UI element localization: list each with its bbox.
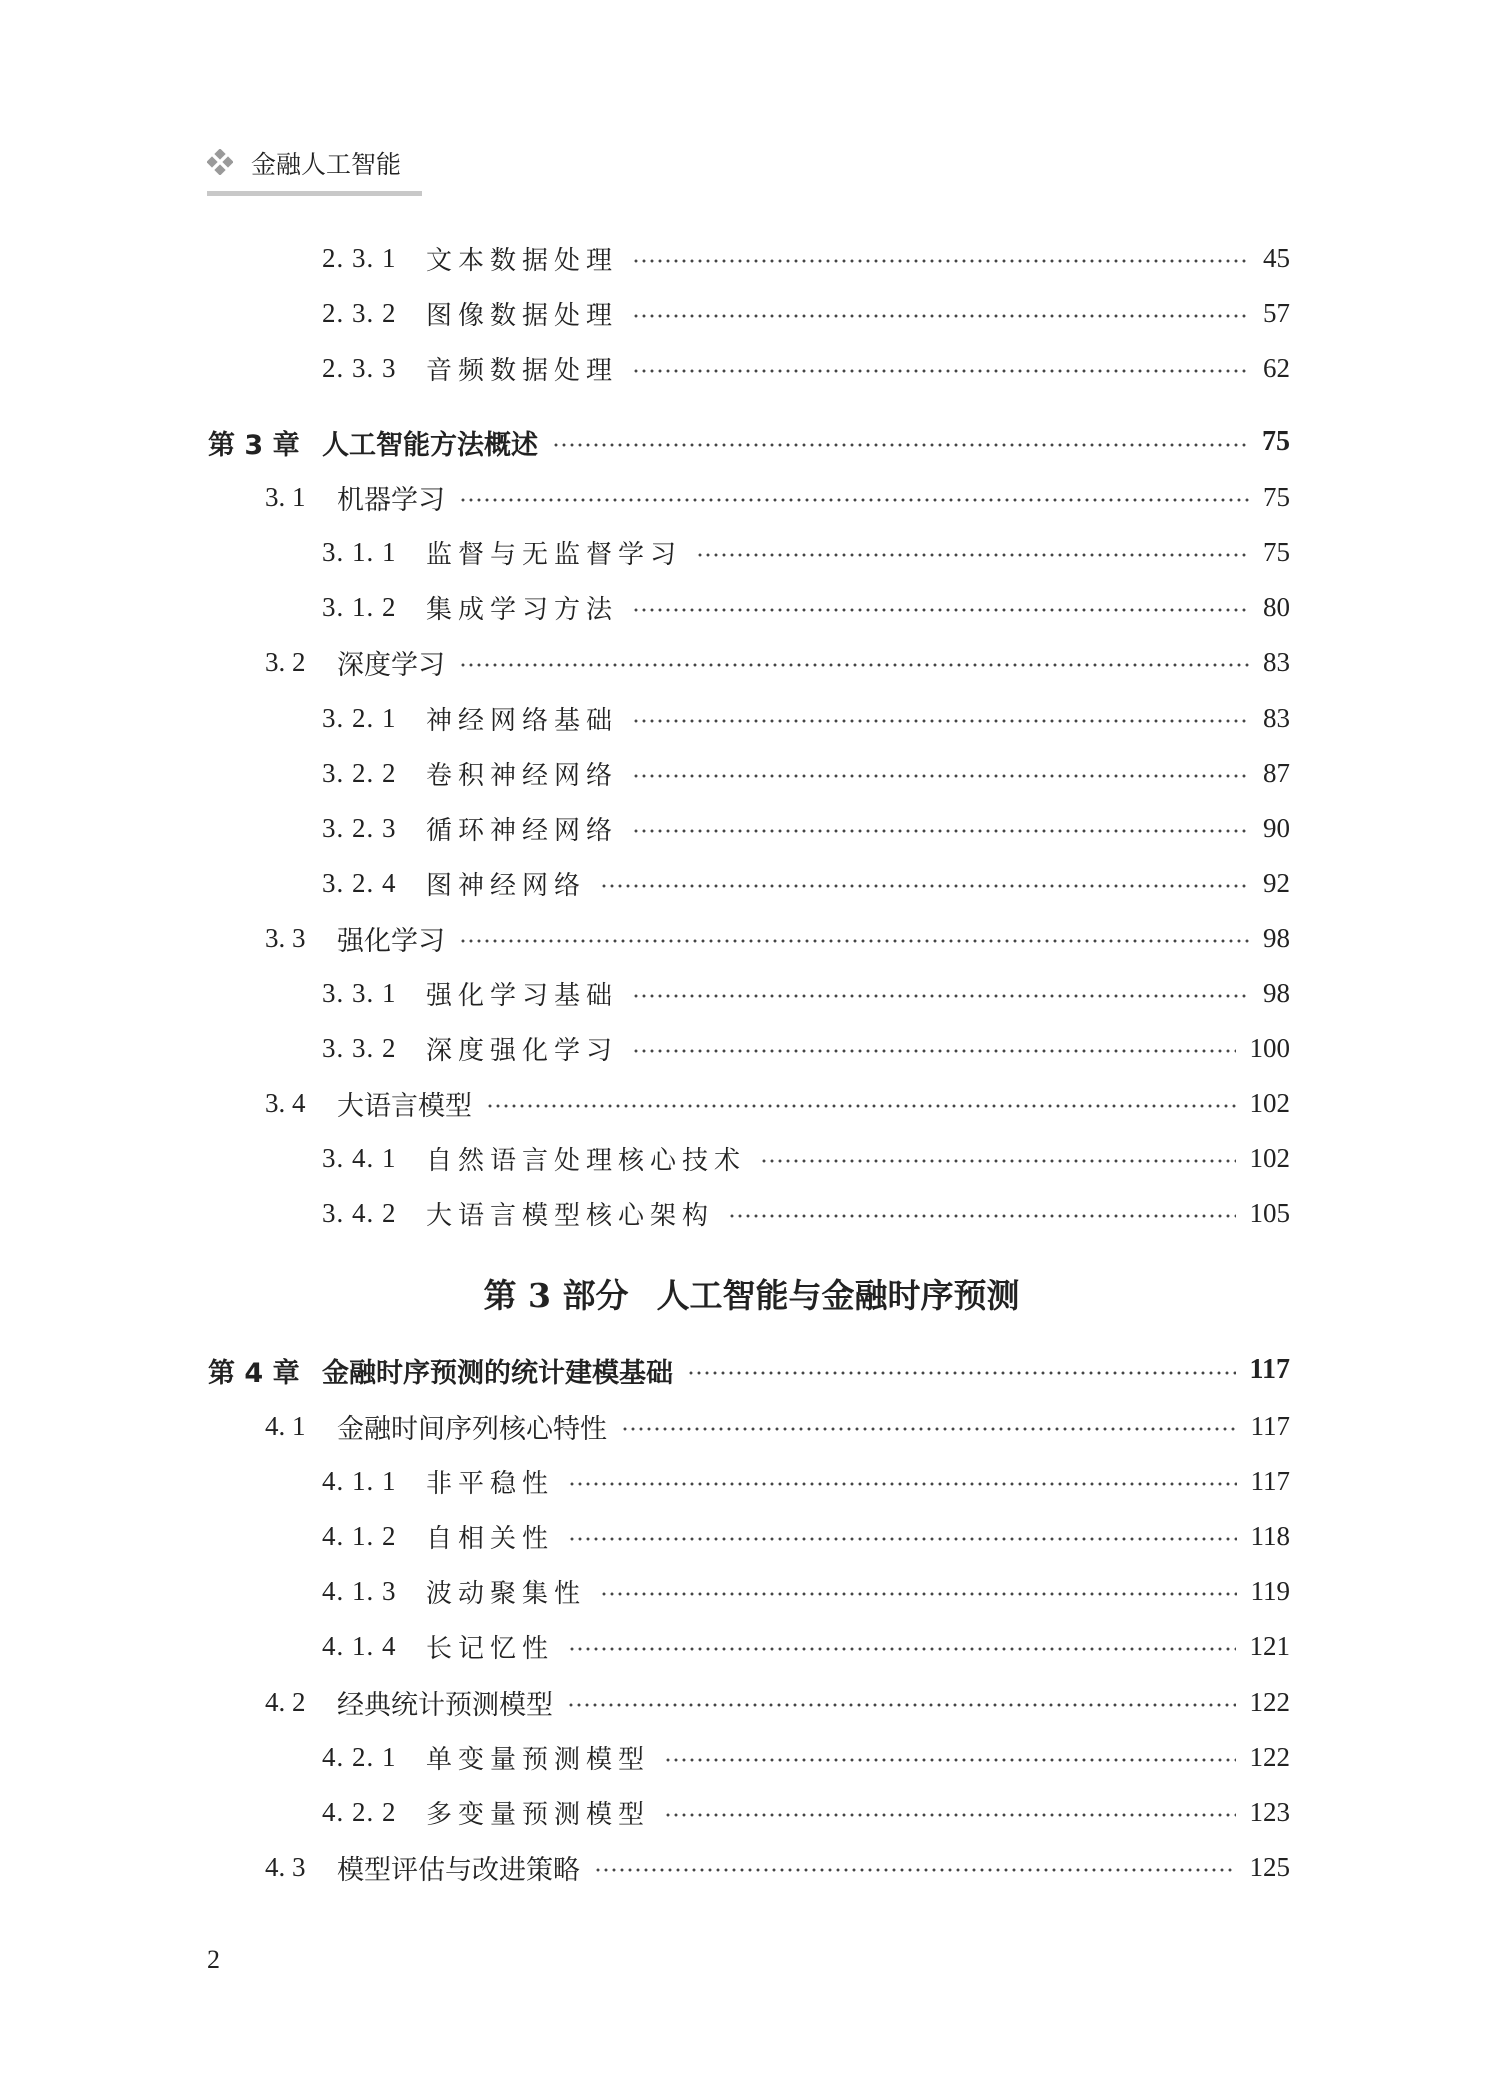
toc-entry-number: 2. 3. 1 [322, 242, 397, 273]
toc-entry-number: 3. 4. 2 [322, 1197, 397, 1228]
toc-entry-number: 第 3 章 [208, 429, 300, 461]
toc-entry-title: 模型评估与改进策略 [337, 1854, 580, 1886]
dot-leader [632, 368, 1249, 374]
toc-entry-page: 102 [1249, 1087, 1290, 1118]
toc-entry[interactable] [0, 420, 1503, 464]
toc-entry-number: 4. 2. 2 [322, 1796, 397, 1827]
part-heading [0, 1270, 1503, 1317]
dot-leader [632, 258, 1249, 264]
toc-entry-title: 非平稳性 [426, 1468, 555, 1499]
toc-entry-number: 3. 2. 3 [322, 812, 397, 843]
dot-leader [696, 552, 1249, 558]
toc-entry-number: 2. 3. 2 [322, 297, 397, 328]
toc-entry[interactable] [0, 291, 1503, 335]
toc-entry[interactable] [0, 1026, 1503, 1070]
dot-leader [664, 1812, 1236, 1818]
toc-entry[interactable] [0, 1191, 1503, 1235]
toc-entry-title: 人工智能方法概述 [322, 429, 538, 461]
dot-leader [568, 1481, 1237, 1487]
dot-leader [459, 662, 1249, 668]
toc-entry[interactable] [0, 1845, 1503, 1889]
dot-leader [687, 1370, 1236, 1376]
toc-entry-number: 3. 1. 2 [322, 591, 397, 622]
toc-entry[interactable] [0, 696, 1503, 740]
toc-entry[interactable] [0, 236, 1503, 280]
toc-entry-title: 音频数据处理 [426, 355, 619, 386]
toc-entry-page: 98 [1263, 977, 1290, 1008]
toc-entry[interactable] [0, 1735, 1503, 1779]
toc-entry-page: 123 [1249, 1796, 1290, 1827]
toc-entry-page: 62 [1263, 352, 1290, 383]
toc-entry[interactable] [0, 1514, 1503, 1558]
toc-entry[interactable] [0, 861, 1503, 905]
toc-entry[interactable] [0, 916, 1503, 960]
toc-entry-number: 第 4 章 [208, 1357, 300, 1389]
toc-entry-title: 神经网络基础 [426, 705, 619, 736]
diamond-cluster-icon [207, 149, 233, 175]
toc-entry-page: 83 [1263, 702, 1290, 733]
toc-entry-number: 3. 1 [265, 481, 306, 512]
toc-entry-page: 122 [1249, 1741, 1290, 1772]
toc-entry-title: 金融时间序列核心特性 [337, 1413, 607, 1445]
toc-entry-page: 102 [1249, 1142, 1290, 1173]
toc-entry[interactable] [0, 971, 1503, 1015]
toc-entry[interactable] [0, 1569, 1503, 1613]
toc-entry[interactable] [0, 1624, 1503, 1668]
dot-leader [632, 313, 1249, 319]
toc-entry-title: 长记忆性 [426, 1633, 555, 1664]
toc-entry-page: 75 [1263, 481, 1290, 512]
toc-entry-title: 经典统计预测模型 [337, 1689, 553, 1721]
toc-entry-title: 大语言模型核心架构 [426, 1200, 715, 1231]
toc-entry-title: 监督与无监督学习 [426, 539, 683, 570]
toc-entry[interactable] [0, 475, 1503, 519]
toc-entry-page: 57 [1263, 297, 1290, 328]
toc-entry[interactable] [0, 806, 1503, 850]
toc-entry-title: 强化学习 [337, 925, 445, 957]
toc-entry-number: 4. 1 [265, 1410, 306, 1441]
toc-entry-page: 119 [1250, 1575, 1290, 1606]
toc-entry-number: 3. 4 [265, 1087, 306, 1118]
toc-entry-page: 117 [1250, 1465, 1290, 1496]
toc-entry-page: 75 [1262, 426, 1290, 457]
toc-entry-page: 87 [1263, 757, 1290, 788]
toc-entry[interactable] [0, 585, 1503, 629]
toc-entry-page: 121 [1249, 1630, 1290, 1661]
toc-entry[interactable] [0, 1136, 1503, 1180]
toc-entry-page: 92 [1263, 867, 1290, 898]
toc-entry-title: 自相关性 [426, 1523, 555, 1554]
part-title: 人工智能与金融时序预测 [656, 1276, 1020, 1315]
toc-entry-title: 强化学习基础 [426, 980, 619, 1011]
toc-entry-number: 4. 1. 3 [322, 1575, 397, 1606]
toc-entry[interactable] [0, 1404, 1503, 1448]
toc-entry[interactable] [0, 1348, 1503, 1392]
toc-entry-number: 3. 3. 2 [322, 1032, 397, 1063]
toc-entry-title: 卷积神经网络 [426, 760, 619, 791]
dot-leader [632, 828, 1249, 834]
dot-leader [600, 883, 1249, 889]
toc-entry-page: 105 [1249, 1197, 1290, 1228]
toc-entry-page: 83 [1263, 646, 1290, 677]
dot-leader [594, 1867, 1236, 1873]
toc-entry[interactable] [0, 640, 1503, 684]
toc-entry-number: 3. 3 [265, 922, 306, 953]
toc-entry[interactable] [0, 1081, 1503, 1125]
dot-leader [568, 1536, 1237, 1542]
dot-leader [632, 718, 1249, 724]
toc-entry-page: 118 [1250, 1520, 1290, 1551]
dot-leader [664, 1757, 1236, 1763]
dot-leader [568, 1646, 1236, 1652]
toc-entry-number: 4. 2. 1 [322, 1741, 397, 1772]
dot-leader [552, 442, 1248, 448]
book-title: 金融人工智能 [251, 150, 402, 179]
toc-entry-title: 循环神经网络 [426, 815, 619, 846]
toc-entry-title: 集成学习方法 [426, 594, 619, 625]
toc-entry-number: 4. 1. 1 [322, 1465, 397, 1496]
dot-leader [728, 1213, 1236, 1219]
toc-entry-number: 3. 2. 2 [322, 757, 397, 788]
toc-entry-number: 3. 2. 4 [322, 867, 397, 898]
toc-entry-number: 4. 2 [265, 1686, 306, 1717]
dot-leader [459, 938, 1249, 944]
dot-leader [760, 1158, 1236, 1164]
running-header [207, 141, 422, 196]
toc-entry-page: 122 [1249, 1686, 1290, 1717]
toc-entry-number: 4. 3 [265, 1851, 306, 1882]
toc-entry-title: 图像数据处理 [426, 300, 619, 331]
part-label: 第 3 部分 [483, 1276, 629, 1315]
toc-entry[interactable] [0, 751, 1503, 795]
toc-entry-number: 3. 3. 1 [322, 977, 397, 1008]
toc-entry-title: 文本数据处理 [426, 245, 619, 276]
toc-entry[interactable] [0, 1459, 1503, 1503]
dot-leader [567, 1702, 1236, 1708]
toc-entry-page: 100 [1249, 1032, 1290, 1063]
toc-entry-title: 金融时序预测的统计建模基础 [322, 1357, 673, 1389]
toc-entry-number: 3. 2. 1 [322, 702, 397, 733]
toc-entry-number: 3. 4. 1 [322, 1142, 397, 1173]
toc-entry-page: 80 [1263, 591, 1290, 622]
toc-entry[interactable] [0, 346, 1503, 390]
toc-entry-page: 90 [1263, 812, 1290, 843]
toc-entry-title: 深度学习 [337, 649, 445, 681]
dot-leader [459, 497, 1249, 503]
toc-entry-number: 3. 1. 1 [322, 536, 397, 567]
toc-entry-page: 98 [1263, 922, 1290, 953]
dot-leader [621, 1426, 1237, 1432]
dot-leader [632, 1048, 1236, 1054]
toc-entry-page: 75 [1263, 536, 1290, 567]
toc-entry-number: 2. 3. 3 [322, 352, 397, 383]
dot-leader [486, 1103, 1236, 1109]
toc-entry-title: 深度强化学习 [426, 1035, 619, 1066]
toc-entry-title: 自然语言处理核心技术 [426, 1145, 747, 1176]
toc-entry-title: 大语言模型 [337, 1090, 472, 1122]
page-number: 2 [207, 1945, 220, 1974]
toc-entry-title: 多变量预测模型 [426, 1799, 651, 1830]
dot-leader [600, 1591, 1237, 1597]
toc-entry-title: 波动聚集性 [426, 1578, 587, 1609]
toc-entry-page: 125 [1249, 1851, 1290, 1882]
toc-entry-page: 45 [1263, 242, 1290, 273]
toc-entry-title: 单变量预测模型 [426, 1744, 651, 1775]
dot-leader [632, 607, 1249, 613]
dot-leader [632, 773, 1249, 779]
toc-entry[interactable] [0, 530, 1503, 574]
toc-entry-number: 3. 2 [265, 646, 306, 677]
dot-leader [632, 993, 1249, 999]
toc-entry-number: 4. 1. 2 [322, 1520, 397, 1551]
toc-entry[interactable] [0, 1790, 1503, 1834]
toc-entry-page: 117 [1249, 1354, 1290, 1385]
toc-entry-number: 4. 1. 4 [322, 1630, 397, 1661]
toc-entry-title: 机器学习 [337, 484, 445, 516]
toc-entry[interactable] [0, 1680, 1503, 1724]
toc-entry-title: 图神经网络 [426, 870, 587, 901]
toc-entry-page: 117 [1250, 1410, 1290, 1441]
